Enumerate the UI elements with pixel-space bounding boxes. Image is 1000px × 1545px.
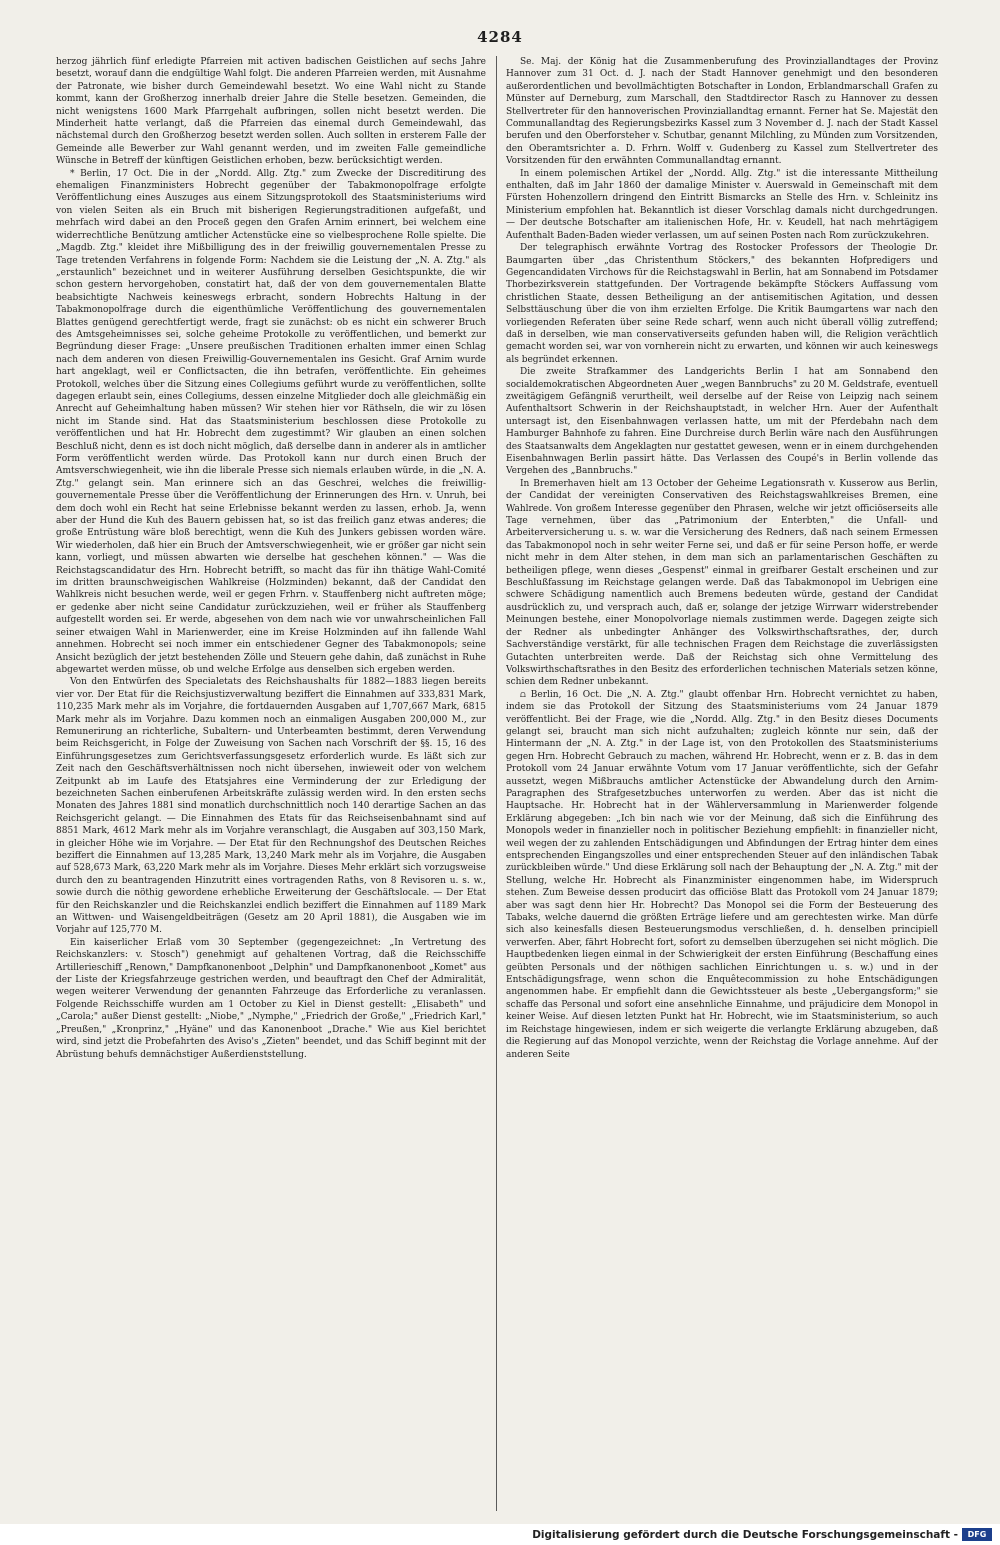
article-paragraph: Von den Entwürfen des Specialetats des Reichshaushalts für 1882—1883 liegen bereits vier vor. Der Etat für die Reichsjustizverwaltung beziffert die Einnahmen auf 333,831 Mark, 110,235 Mark mehr als im Vorjahre, die fortdauernden Ausgaben auf 1,707,667 Mark, 6815 Mark mehr als im Vorjahre. Dazu kommen noch an einmaligen Ausgaben 200,000 M., zur Remunerirung an richterliche, Subaltern- und Unterbeamten bestimmt, deren Verwendung beim Reichsgericht, in Folge der Zuweisung von Sachen nach Vorschrift der §§. 15, 16 des Einführungsgesetzes zum Gerichtsverfassungsgesetz erforderlich wurde. Es läßt sich zur Zeit nach den Geschäftsverhältnissen noch nicht übersehen, inwieweit oder von welchem Zeitpunkt ab im Laufe des Etatsjahres eine Verminderung der zur Erledigung der bezeichneten Sachen einberufenen Arbeitskräfte zulässig werden wird. In den ersten sechs Monaten des Jahres 1881 sind monatlich durchschnittlich noch 140 derartige Sachen an das Reichsgericht gelangt. — Die Einnahmen des Etats für das Reichseisenbahnamt sind auf 8851 Mark, 4612 Mark mehr als im Vorjahre veranschlagt, die Ausgaben auf 303,150 Mark, in gleicher Höhe wie im Vorjahre. — Der Etat für den Rechnungshof des Deutschen Reiches beziffert die Einnahmen auf 13,285 Mark, 13,240 Mark mehr als im Vorjahre, die Ausgaben auf 528,673 Mark, 63,220 Mark mehr als im Vorjahre. Dieses Mehr erklärt sich vorzugsweise durch den zu beantragenden Hinzutritt eines vortragenden Raths, von 8 Revisoren u. s. w., sowie durch die nöthig gewordene erhebliche Erweiterung der Geschäftslocale. — Der Etat für den Reichskanzler und die Reichskanzlei endlich beziffert die Einnahmen auf 1189 Mark an Wittwen- und Waisengeldbeiträgen (Gesetz am 20 April 1881), die Ausgaben wie im Vorjahr auf 125,770 M. [56,677,486,936]
article-paragraph: Die zweite Strafkammer des Landgerichts Berlin I hat am Sonnabend den socialdemokratischen Abgeordneten Auer „wegen Bannbruchs" zu 20 M. Geldstrafe, eventuell zweitägigem Gefängniß verurtheilt, weil derselbe auf der Reise von Leipzig nach seinem Aufenthaltsort Schwerin in der Reichshauptstadt, in welcher Hrn. Auer der Aufenthalt untersagt ist, den Eisenbahnwagen verlassen hatte, um mit der Pferdebahn nach dem Hamburger Bahnhofe zu fahren. Eine Durchreise durch Berlin wäre nach den Ausführungen des Staatsanwalts dem Angeklagten nur gestattet gewesen, wenn er in einem durchgehenden Eisenbahnwagen Berlin passirt hätte. Das Verlassen des Coupé's in Berlin vollende das Vergehen des „Bannbruchs." [506,367,938,477]
article-paragraph: In einem polemischen Artikel der „Nordd. Allg. Ztg." ist die interessante Mittheilung enthalten, daß im Jahr 1860 der damalige Minister v. Auerswald in Gemeinschaft mit dem Fürsten Hohenzollern dringend den Eintritt Bismarcks an Stelle des Hrn. v. Schleinitz ins Ministerium empfohlen hat. Bekanntlich ist dieser Vorschlag damals nicht durchgedrungen. — Der deutsche Botschafter am italienischen Hofe, Hr. v. Keudell, hat nach mehrtägigem Aufenthalt Baden-Baden wieder verlassen, um auf seinen Posten nach Rom zurückzukehren. [506,168,938,241]
footer-bar [0,1524,1000,1545]
left-column [56,56,486,1511]
article-paragraph: Se. Maj. der König hat die Zusammenberufung des Provinziallandtages der Provinz Hannover zum 31 Oct. d. J. nach der Stadt Hannover genehmigt und den besonderen außerordentlichen und bevollmächtigten Botschafter in London, Erblandmarschall Grafen zu Münster auf Derneburg, zum Marschall, den Stadtdirector Rasch zu Hannover zu dessen Stellvertreter für den hannoverischen Provinziallandtag ernannt. Ferner hat Se. Majestät den Communallandtag des Regierungsbezirks Kassel zum 3 November d. J. nach der Stadt Kassel berufen und den Oberforsteher v. Schutbar, genannt Milchling, zu Münden zum Vorsitzenden, den Oberamtsrichter a. D. Frhrn. Wolff v. Gudenberg zu Kassel zum Stellvertreter des Vorsitzenden für den erwähnten Communallandtag ernannt. [506,57,938,167]
dfg-logo-icon: DFG [962,1528,992,1541]
article-paragraph: ⩍ Berlin, 16 Oct. Die „N. A. Ztg." glaubt offenbar Hrn. Hobrecht vernichtet zu haben, indem sie das Protokoll der Sitzung des Staatsministeriums vom 24 Januar 1879 veröffentlicht. Bei der Frage, wie die „Nordd. Allg. Ztg." in den Besitz dieses Documents gelangt sei, braucht man sich nicht aufzuhalten; zugleich könnte nur sein, daß der Hintermann der „N. A. Ztg." in der Lage ist, von den Protokollen des Staatsministeriums gegen Hrn. Hobrecht Gebrauch zu machen, während Hr. Hobrecht, wenn er z. B. das in dem Protokoll vom 24 Januar erwähnte Votum vom 17 Januar veröffentlichte, sich der Gefahr aussetzt, wegen Mißbrauchs amtlicher Actenstücke der Abwandelung durch den Arnim-Paragraphen des Strafgesetzbuches unterworfen zu werden. Aber das ist nicht die Hauptsache. Hr. Hobrecht hat in der Wählerversammlung in Marienwerder folgende Erklärung abgegeben: „Ich bin nach wie vor der Meinung, daß sich die Einführung des Monopols weder in finanzieller noch in politischer Beziehung empfiehlt: in finanzieller nicht, weil wegen der zu zahlenden Entschädigungen und Abfindungen der Ertrag hinter dem eines entsprechenden Eingangszolles und einer entsprechenden Steuer auf den inländischen Tabak zurückbleiben würde." Und diese Erklärung soll nach der Behauptung der „N. A. Ztg." mit der Stellung, welche Hr. Hobrecht als Finanzminister eingenommen habe, im Widerspruch stehen. Zum Beweise dessen producirt das officiöse Blatt das Protokoll vom 24 Januar 1879; aber was sagt denn hier Hr. Hobrecht? Das Monopol sei die Form der Besteuerung des Tabaks, welche dauernd die größten Erträge liefere und am gerechtesten wirke. Man dürfe sich also keinesfalls diesen Besteuerungsmodus verschließen, d. h. denselben principiell verwerfen. Aber, fährt Hobrecht fort, sofort zu demselben überzugehen sei nicht möglich. Die Hauptbedenken liegen einmal in der Schwierigkeit der ersten Einführung (Beschaffung eines geübten Personals und der nöthigen sachlichen Einrichtungen u. s. w.) und in der Entschädigungsfrage, wenn schon die Enquêtecommission zu hohe Entschädigungen angenommen habe. Er empfiehlt dann die Gewichtssteuer als beste „Uebergangsform;" sie schaffe das Personal und sofort eine ansehnliche Einnahme, und präjudicire dem Monopol in keiner Weise. Auf diesen letzten Punkt hat Hr. Hobrecht, wie im Staatsministerium, so auch im Reichstage hingewiesen, indem er sich weigerte die verlangte Erklärung abzugeben, daß die Regierung auf das Monopol verzichte, wenn der Reichstag die Vorlage annehme. Auf der anderen Seite [506,689,938,1060]
article-paragraph: Der telegraphisch erwähnte Vortrag des Rostocker Professors der Theologie Dr. Baumgarten über „das Christenthum Stöckers," des bekannten Hofpredigers und Gegencandidaten Virchows für die Reichstagswahl in Berlin, hat am Sonnabend im Potsdamer Thorbezirksverein stattgefunden. Der Vortragende bekämpfte Stöckers Auffassung vom christlichen Staate, dessen Betheiligung an der antisemitischen Agitation, und dessen Selbsttäuschung über die von ihm erzielten Erfolge. Die Kritik Baumgartens war nach den vorliegenden Referaten über seine Rede scharf, wenn auch nicht überall völlig zutreffend; daß in derselben, wie man conservativerseits gefunden haben will, die Religion verächtlich gemacht worden sei, war von vornherein nicht zu erwarten, und können wir auch keineswegs als begründet erkennen. [506,243,938,365]
article-paragraph: herzog jährlich fünf erledigte Pfarreien mit activen badischen Geistlichen auf sechs Jahre besetzt, worauf dann die endgültige Wahl folgt. Die anderen Pfarreien werden, mit Ausnahme der Patronate, wie bisher durch Gemeindewahl besetzt. Wo eine Wahl nicht zu Stande kommt, kann der Großherzog innerhalb dreier Jahre die Stelle besetzen. Gemeinden, die nicht wenigstens 1600 Mark Pfarrgehalt aufbringen, sollen nicht besetzt werden. Die Minderheit hatte verlangt, daß die Pfarreien das einemal durch Gemeindewahl, das nächstemal durch den Großherzog besetzt werden sollen. Auch sollten in ersterem Falle der Gemeinde alle Bewerber zur Wahl genannt werden, und im zweiten Falle gemeindliche Wünsche in Betreff der künftigen Geistlichen erhoben, bezw. berücksichtigt werden. [56,57,486,167]
page-number: 4284 [477,28,523,46]
article-paragraph: * Berlin, 17 Oct. Die in der „Nordd. Allg. Ztg." zum Zwecke der Discreditirung des ehemaligen Finanzministers Hobrecht gegenüber der Tabakmonopolfrage erfolgte Veröffentlichung eines Auszuges aus einem Sitzungsprotokoll des Staatsministeriums wird von vielen Seiten als ein Bruch mit bisherigen Regierungstraditionen aufgefaßt, und mehrfach wird dabei an den Proceß gegen den Grafen Arnim erinnert, bei welchem eine widerrechtliche Benützung amtlicher Actenstücke eine so vielbesprochene Rolle spielte. Die „Magdb. Ztg." kleidet ihre Mißbilligung des in der freiwillig gouvernementalen Presse zu Tage tretenden Verfahrens in folgende Form: Nachdem sie die Leistung der „N. A. Ztg." als „erstaunlich" bezeichnet und in weiterer Ausführung derselben Gesichtspunkte, die wir schon gestern hervorgehoben, constatirt hat, daß der von dem gouvernementalen Blatte beabsichtigte Nachweis keineswegs erbracht, sondern Hobrechts Haltung in der Tabakmonopolfrage durch die eigenthümliche Veröffentlichung des gouvernementalen Blattes genügend gerechtfertigt werde, fragt sie zunächst: ob es nicht ein schwerer Bruch des Amtsgeheimnisses sei, solche geheime Protokolle zu veröffentlichen, und bemerkt zur Begründung dieser Frage: „Unsere preußischen Traditionen erhalten immer einen Schlag nach dem anderen von diesen Freiwillig-Gouvernementalen ins Gesicht. Graf Arnim wurde hart angeklagt, weil er Conflictsacten, die ihn betrafen, veröffentlichte. Ein geheimes Protokoll, welches über die Sitzung eines Collegiums geführt wurde zu veröffentlichen, sollte dagegen erlaubt sein, eines Collegiums, dessen einzelne Mitglieder doch alle gleichmäßig ein Anrecht auf Geheimhaltung haben müssen? Wir stehen hier vor Räthseln, die wir zu lösen nicht im Stande sind. Hat das Staatsministerium beschlossen diese Protokolle zu veröffentlichen und hat Hr. Hobrecht dem zugestimmt? Wir glauben an einen solchen Beschluß nicht, denn es ist doch nicht möglich, daß derselbe dann in anderer als in amtlicher Form veröffentlicht werden würde. Das Protokoll kann nur durch einen Bruch der Amtsverschwiegenheit, wie ihn die liberale Presse sich niemals erlauben würde, in die „N. A. Ztg." gelangt sein. Man erinnere sich an das Geschrei, welches die freiwillig-gouvernementale Presse über die Veröffentlichung der Erinnerungen des Hrn. v. Unruh, bei dem doch wohl ein Recht hat seine Erlebnisse bekannt werden zu lassen, erhob. Ja, wenn aber der Hund die Kuh des Bauern gebissen hat, so ist das freilich ganz etwas anderes; die große Entrüstung wäre bloß berechtigt, wenn die Kuh des Junkers gebissen worden wäre. Wir wiederholen, daß hier ein Bruch der Amtsverschwiegenheit, wie er größer gar nicht sein kann, vorliegt, und müssen abwarten wie derselbe hat geschehen können." — Was die Reichstagscandidatur des Hrn. Hobrecht betrifft, so macht das für ihn thätige Wahl-Comité im dritten braunschweigischen Wahlkreise (Holzminden) bekannt, daß der Candidat den Wahlkreis nicht besuchen werde, weil er gegen Frhrn. v. Stauffenberg nicht auftreten möge; er gedenke aber nicht seine Candidatur zurückzuziehen, weil er früher als Stauffenberg aufgestellt worden sei. Er werde, abgesehen von dem nach wie vor unwahrscheinlichen Fall seiner etwaigen Wahl in Marienwerder, eine im Kreise Holzminden auf ihn fallende Wahl annehmen. Hobrecht sei noch immer ein entschiedener Gegner des Tabakmonopols; seine Ansicht bezüglich der jetzt bestehenden Zölle und Steuern gehe dahin, daß zunächst in Ruhe abgewartet werden müsse, ob und welche Erfolge aus denselben sich ergeben werden. [56,168,486,675]
article-paragraph: Ein kaiserlicher Erlaß vom 30 September (gegengezeichnet: „In Vertretung des Reichskanzlers: v. Stosch") genehmigt auf gehaltenen Vortrag, daß die Reichsschiffe Artillerieschiff „Renown," Dampfkanonenboot „Delphin" und Dampfkanonenboot „Komet" aus der Liste der Kriegsfahrzeuge gestrichen werden, und beauftragt den Chef der Admiralität, wegen weiterer Verwendung der genannten Fahrzeuge das Erforderliche zu veranlassen. Folgende Reichsschiffe wurden am 1 October zu Kiel in Dienst gestellt: „Elisabeth" und „Carola;" außer Dienst gestellt: „Niobe," „Nymphe," „Friedrich der Große," „Friedrich Karl," „Preußen," „Kronprinz," „Hyäne" und das Kanonenboot „Drache." Wie aus Kiel berichtet wird, sind jetzt die Probefahrten des Aviso's „Zieten" beendet, und das Schiff beginnt mit der Abrüstung behufs demnächstiger Außerdienststellung. [56,937,486,1060]
article-paragraph: In Bremerhaven hielt am 13 October der Geheime Legationsrath v. Kusserow aus Berlin, der Candidat der vereinigten Conservativen des Reichstagswahlkreises Bremen, eine Wahlrede. Von großem Interesse gegenüber den Phrasen, welche wir jetzt officiöserseits alle Tage vernehmen, über das „Patrimonium der Enterbten," die Unfall- und Arbeiterversicherung u. s. w. war die Versicherung des Redners, daß nach seinem Ermessen das Tabakmonopol noch in sehr weiter Ferne sei, und daß er für seine Person hoffe, er werde nicht mehr in dem Alter stehen, in dem man sich an parlamentarischen Geschäften zu betheiligen pflege, wenn dieses „Gespenst" einmal in greifbarer Gestalt erscheinen und zur Beschlußfassung im Reichstage gelangen werde. Daß das Tabakmonopol im Uebrigen eine schwere Schädigung namentlich auch Bremens bedeuten würde, gestand der Candidat ausdrücklich zu, und versprach auch, daß er, solange der jetzige Wirrwarr widerstrebender Meinungen bestehe, einer Monopolvorlage niemals zustimmen werde. Dagegen zeigte sich der Redner als unbedingter Anhänger des Volkswirthschaftsrathes, der, durch Sachverständige verstärkt, für alle technischen Fragen dem Reichstage die zuverlässigsten Gutachten unterbreiten werde. Daß der Reichstag sich ohne Vermittelung des Volkswirthschaftsrathes in den Besitz des erforderlichen technischen Materials setzen könne, schien dem Redner unbekannt. [506,478,938,688]
digitization-credit: Digitalisierung gefördert durch die Deutsche Forschungsgemeinschaft - [532,1529,958,1541]
column-divider [496,56,497,1511]
right-column [506,56,938,1511]
